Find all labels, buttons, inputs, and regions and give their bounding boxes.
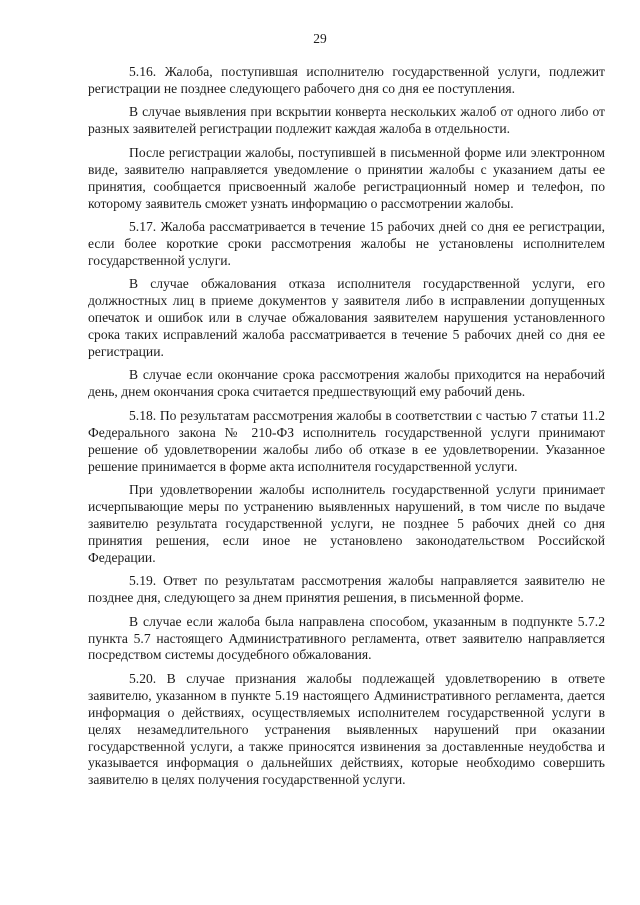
page-number: 29 (313, 31, 327, 46)
paragraph-5-19: 5.19. Ответ по результатам рассмотрения жалобы направляется заявителю не позднее дня, следующего за днем принятия решения, в письменной форме. (88, 573, 605, 606)
paragraph-satisfaction-measures: При удовлетворении жалобы исполнитель государственной услуги принимает исчерпывающие меры по устранению выявленных нарушений, в том числе по выдаче заявителю результата государственной услуги, не позднее 5 рабочих дней со дня принятия решения, если иное не установлено законодательством Российской Федерации. (88, 482, 605, 565)
paragraph-non-working-day: В случае если окончание срока рассмотрения жалобы приходится на нерабочий день, днем окончания срока считается предшествующий ему рабочий день. (88, 367, 605, 400)
paragraph-refusal-appeal: В случае обжалования отказа исполнителя государственной услуги, его должностных лиц в приеме документов у заявителя либо в исправлении допущенных опечаток и ошибок или в случае обжалования заявителем нарушения установленного срока таких исправлений жалоба рассматривается в течение 5 рабочих дней со дня ее регистрации. (88, 276, 605, 359)
paragraph-5-17: 5.17. Жалоба рассматривается в течение 15 рабочих дней со дня ее регистрации, если более короткие сроки рассмотрения жалобы не установлены исполнителем государственной услуги. (88, 219, 605, 268)
paragraph-pretrial-system: В случае если жалоба была направлена способом, указанным в подпункте 5.7.2 пункта 5.7 настоящего Административного регламента, ответ заявителю направляется посредством системы досудебного обжалования. (88, 613, 605, 663)
paragraph-5-20: 5.20. В случае признания жалобы подлежащей удовлетворению в ответе заявителю, указанном в пункте 5.19 настоящего Административного регламента, дается информация о действиях, осуществляемых исполнителем государственной услуги в целях незамедлительного устранения выявленных нарушений при оказании государственной услуги, а также приносятся извинения за доставленные неудобства и указывается информация о дальнейших действиях, которые необходимо совершить заявителю в целях получения государственной услуги. (88, 670, 605, 788)
paragraph-5-16: 5.16. Жалоба, поступившая исполнителю государственной услуги, подлежит регистрации не позднее следующего рабочего дня со дня ее поступления. (88, 64, 605, 96)
paragraph-5-18: 5.18. По результатам рассмотрения жалобы в соответствии с частью 7 статьи 11.2 Федерального закона № 210-ФЗ исполнитель государственной услуги принимают решение об удовлетворении жалобы либо об отказе в ее удовлетворении. Указанное решение принимается в форме акта исполнителя государственной услуги. (88, 407, 605, 474)
document-body (88, 64, 605, 796)
paragraph-envelope-registration: В случае выявления при вскрытии конверта нескольких жалоб от одного либо от разных заявителей регистрации подлежит каждая жалоба в отдельности. (88, 104, 605, 137)
paragraph-registration-notice: После регистрации жалобы, поступившей в письменной форме или электронном виде, заявителю направляется уведомление о принятии жалобы с указанием даты ее принятия, сообщается присвоенный жалобе регистрационный номер и телефон, по которому заявитель сможет узнать информацию о рассмотрении жалобы. (88, 144, 605, 211)
